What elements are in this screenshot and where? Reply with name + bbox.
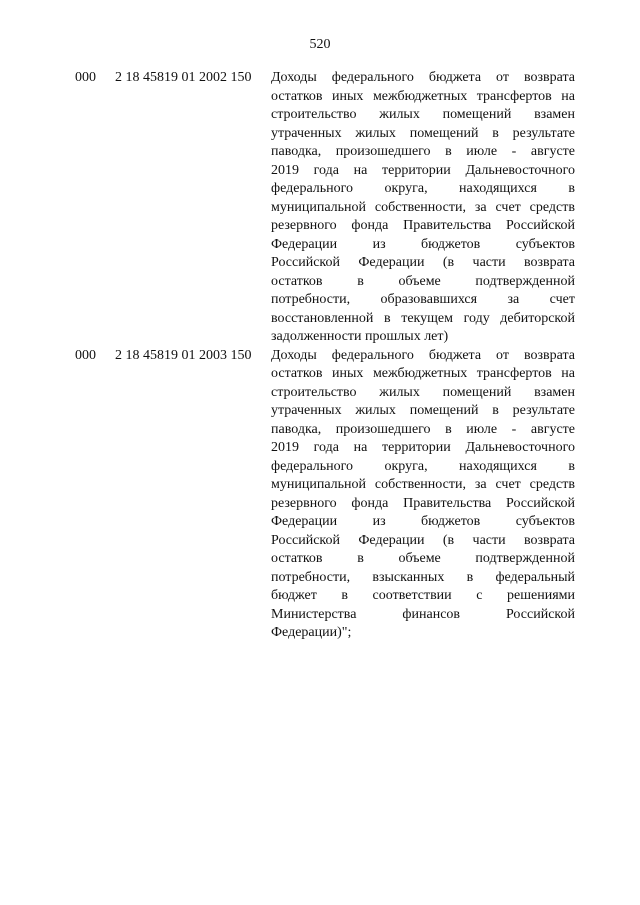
administrator-code: 000	[75, 70, 96, 85]
description-line: резервного фонда Правительства Российской	[271, 218, 575, 233]
budget-classification-table	[75, 69, 575, 643]
description-line: строительство жилых помещений взамен	[271, 384, 575, 400]
description-line: Федерации из бюджетов субъектов	[271, 236, 575, 252]
classification-code: 2 18 45819 01 2003 150	[115, 347, 252, 363]
description-line: федерального округа, находящихся в	[271, 458, 575, 474]
table-row	[75, 347, 575, 643]
description-line: Российской Федерации (в части возврата	[271, 255, 575, 270]
table-row	[75, 69, 575, 347]
description-line: утраченных жилых помещений в результате	[271, 403, 575, 418]
description-line: муниципальной собственности, за счет средств	[271, 199, 575, 215]
description-line: 2019 года на территории Дальневосточного	[271, 162, 575, 178]
description-line: строительство жилых помещений взамен	[271, 107, 575, 122]
page-number: 520	[309, 37, 331, 52]
description-line: остатков в объеме подтвержденной	[271, 273, 575, 289]
description-line: остатков иных межбюджетных трансфертов на	[271, 88, 575, 104]
description-line: Министерства финансов Российской	[271, 606, 575, 622]
revenue-description	[271, 69, 575, 347]
description-line: Федерации из бюджетов субъектов	[271, 514, 575, 529]
description-line: 2019 года на территории Дальневосточного	[271, 440, 575, 455]
description-line: бюджет в соответствии с решениями	[271, 588, 575, 603]
description-line: федерального округа, находящихся в	[271, 181, 575, 196]
description-line: остатков иных межбюджетных трансфертов на	[271, 366, 575, 381]
description-line: Доходы федерального бюджета от возврата	[271, 70, 575, 85]
classification-code: 2 18 45819 01 2002 150	[115, 70, 252, 85]
description-line: потребности, взысканных в федеральный	[271, 569, 575, 585]
description-line: Российской Федерации (в части возврата	[271, 532, 575, 548]
description-line: утраченных жилых помещений в результате	[271, 125, 575, 141]
description-line: потребности, образовавшихся за счет	[271, 292, 575, 307]
description-line: остатков в объеме подтвержденной	[271, 551, 575, 566]
description-line: Федерации)";	[271, 625, 352, 640]
administrator-code: 000	[75, 347, 96, 363]
description-line: резервного фонда Правительства Российской	[271, 495, 575, 511]
revenue-description	[271, 347, 575, 643]
description-line: паводка, произошедшего в июле - августе	[271, 144, 575, 159]
description-line: паводка, произошедшего в июле - августе	[271, 421, 575, 437]
description-line: задолженности прошлых лет)	[271, 329, 449, 344]
description-line: муниципальной собственности, за счет средств	[271, 477, 575, 492]
description-line: Доходы федерального бюджета от возврата	[271, 347, 575, 363]
description-line: восстановленной в текущем году дебиторской	[271, 310, 575, 326]
